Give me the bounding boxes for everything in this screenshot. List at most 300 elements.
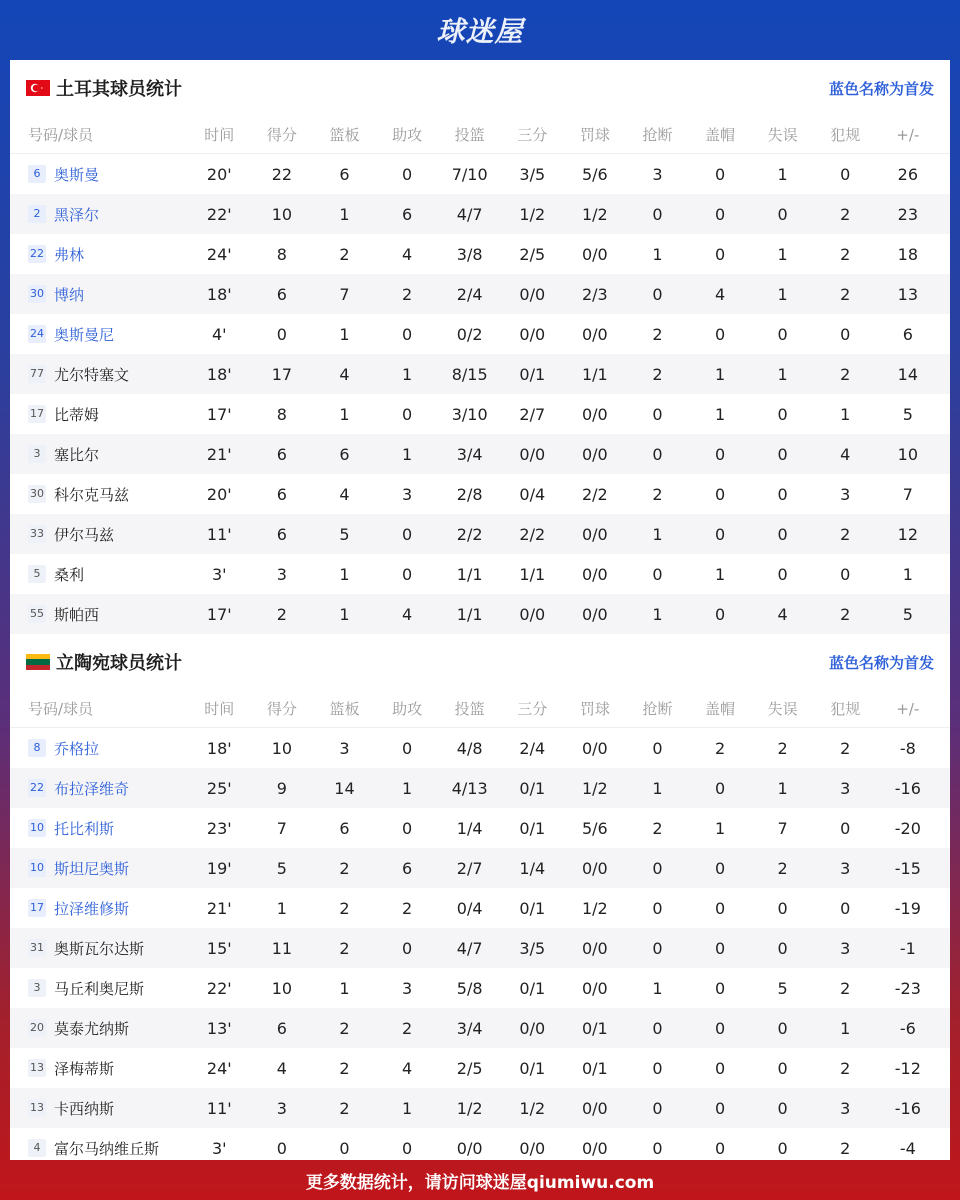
stat-cell: -23 (894, 978, 921, 998)
stat-cell: 2 (840, 978, 851, 998)
jersey-number: 13 (28, 1099, 46, 1117)
stat-cell: 0 (714, 938, 726, 958)
player-cell (10, 324, 188, 345)
stat-cell: 0/0 (519, 1018, 546, 1038)
stat-cell: 2 (652, 324, 663, 344)
stat-cell: 0/0 (581, 604, 608, 624)
stat-cell: 7 (339, 284, 350, 304)
player-name[interactable]: 斯帕西 (54, 605, 100, 624)
stat-cell: 0 (714, 164, 726, 184)
jersey-number: 17 (28, 899, 46, 917)
stat-cell: 4 (714, 284, 726, 304)
column-header: 助攻 (392, 700, 423, 718)
column-header: 失误 (767, 126, 798, 144)
player-name[interactable]: 斯坦尼奥斯 (54, 859, 130, 878)
stat-cell: 0 (652, 564, 663, 584)
player-cell (10, 818, 188, 839)
stat-cell: 15' (206, 938, 232, 958)
stat-cell: 0 (401, 938, 413, 958)
stat-cell: 1 (339, 204, 350, 224)
stat-cell: 22 (271, 164, 293, 184)
stat-cell: 11' (206, 524, 232, 544)
jersey-number: 3 (28, 445, 46, 463)
stat-cell: 0/0 (581, 404, 608, 424)
table-row[interactable] (10, 474, 950, 514)
stat-cell: 24' (206, 1058, 232, 1078)
stat-cell: 4/7 (456, 204, 483, 224)
stat-cell: 0 (401, 564, 413, 584)
player-name[interactable]: 拉泽维修斯 (54, 899, 130, 918)
stat-cell: 13 (897, 284, 918, 304)
stat-cell: 0 (777, 324, 788, 344)
stat-cell: 2 (840, 364, 851, 384)
stat-cell: 11 (271, 938, 293, 958)
stat-cell: 4 (777, 604, 788, 624)
player-cell (10, 778, 188, 799)
table-row[interactable] (10, 728, 950, 768)
stat-cell: 6 (401, 204, 413, 224)
table-row[interactable] (10, 314, 950, 354)
stat-cell: 3 (276, 564, 287, 584)
stat-cell: 2 (339, 244, 350, 264)
player-name[interactable]: 马丘利奥尼斯 (54, 979, 145, 998)
stat-cell: 2/2 (519, 524, 546, 544)
column-header: 时间 (204, 700, 235, 718)
table-row[interactable] (10, 434, 950, 474)
column-header: +/- (896, 699, 920, 718)
player-cell (10, 164, 188, 185)
stat-cell: 0 (401, 1138, 413, 1158)
stat-cell: 8/15 (451, 364, 488, 384)
stats-card (10, 60, 950, 1160)
stat-cell: 0 (652, 898, 663, 918)
stat-cell: 20' (206, 484, 232, 504)
stat-cell: 0 (840, 818, 851, 838)
stat-cell: 3 (840, 1098, 851, 1118)
table-row[interactable] (10, 808, 950, 848)
stat-cell: 7 (777, 818, 788, 838)
jersey-number: 30 (28, 485, 46, 503)
player-name[interactable]: 莫泰尤纳斯 (54, 1019, 130, 1038)
stat-cell: 2 (840, 524, 851, 544)
stat-cell: -8 (899, 738, 916, 758)
stat-cell: 4 (401, 1058, 413, 1078)
stat-cell: 2/7 (456, 858, 483, 878)
stat-cell: 2/5 (456, 1058, 483, 1078)
stat-cell: 4 (276, 1058, 287, 1078)
stat-cell: 3/4 (456, 444, 483, 464)
stat-cell: 6 (276, 1018, 287, 1038)
stat-cell: 6 (276, 484, 287, 504)
stat-cell: 6 (339, 818, 350, 838)
stat-cell: 0 (714, 204, 726, 224)
stat-cell: 1 (777, 364, 788, 384)
stat-cell: 5/6 (581, 164, 608, 184)
stat-cell: 0 (652, 738, 663, 758)
stat-cell: 2 (840, 604, 851, 624)
stat-cell: 0 (652, 1098, 663, 1118)
stat-cell: 0/4 (456, 898, 483, 918)
jersey-number: 4 (28, 1139, 46, 1157)
stat-cell: -20 (894, 818, 921, 838)
stat-cell: 0/0 (519, 444, 546, 464)
stat-cell: 0 (276, 324, 287, 344)
column-header: 号码/球员 (28, 126, 94, 144)
stat-cell: 22' (206, 978, 232, 998)
player-name[interactable]: 尤尔特塞文 (54, 365, 130, 384)
stat-cell: 3/8 (456, 244, 483, 264)
table-row[interactable] (10, 514, 950, 554)
stat-cell: 0/0 (519, 1138, 546, 1158)
stat-cell: 2 (339, 858, 350, 878)
team-section (10, 634, 950, 1168)
stat-cell: 21' (206, 444, 232, 464)
team-title: 土耳其球员统计 (56, 79, 182, 100)
stat-cell: 0 (714, 1018, 726, 1038)
stat-cell: 0/1 (519, 818, 546, 838)
stat-cell: 0 (652, 284, 663, 304)
stat-cell: 1 (339, 604, 350, 624)
column-header: 盖帽 (705, 700, 736, 718)
stat-cell: 0/1 (519, 978, 546, 998)
stat-cell: 1 (777, 778, 788, 798)
table-row[interactable] (10, 1048, 950, 1088)
stat-cell: 25' (206, 778, 232, 798)
column-header: 抢断 (642, 700, 673, 718)
stat-cell: 2 (339, 898, 350, 918)
stat-cell: 1/1 (519, 564, 546, 584)
stat-cell: -4 (899, 1138, 916, 1158)
player-name[interactable]: 奥斯曼尼 (54, 325, 115, 344)
stat-cell: 0 (652, 1138, 663, 1158)
stat-cell: 1/2 (581, 204, 608, 224)
stat-cell: 1 (840, 1018, 851, 1038)
stat-cell: 4/8 (456, 738, 483, 758)
jersey-number: 24 (28, 325, 46, 343)
stat-cell: 1/2 (456, 1098, 483, 1118)
player-cell (10, 858, 188, 879)
stat-cell: 0/0 (581, 858, 608, 878)
stat-cell: 0 (777, 938, 788, 958)
stat-cell: 7 (902, 484, 913, 504)
brand-logo-text: 球迷屋 (436, 15, 524, 48)
jersey-number: 33 (28, 525, 46, 543)
column-header: 罚球 (579, 700, 610, 718)
stat-cell: 1 (652, 778, 663, 798)
player-name[interactable]: 富尔马纳维丘斯 (54, 1139, 160, 1158)
stat-cell: 1 (714, 564, 726, 584)
column-header: 得分 (266, 126, 297, 144)
stat-cell: 0 (714, 1058, 726, 1078)
team-section (10, 60, 950, 634)
stat-cell: 1/2 (581, 778, 608, 798)
stat-cell: 3 (401, 484, 413, 504)
player-cell (10, 1058, 188, 1079)
column-header: 篮板 (329, 700, 360, 718)
jersey-number: 6 (28, 165, 46, 183)
stat-cell: 2/8 (456, 484, 483, 504)
stat-cell: 0 (840, 324, 851, 344)
stat-cell: 0 (777, 1058, 788, 1078)
table-row[interactable] (10, 968, 950, 1008)
stat-cell: 3 (652, 164, 663, 184)
stat-cell: 0 (652, 204, 663, 224)
stat-cell: 0/0 (581, 938, 608, 958)
stat-cell: 0/1 (581, 1018, 608, 1038)
stat-cell: 1 (902, 564, 913, 584)
team-sections (10, 60, 950, 1168)
stat-cell: 1 (401, 778, 413, 798)
player-name[interactable]: 布拉泽维奇 (54, 779, 130, 798)
stat-cell: 0 (714, 898, 726, 918)
stat-cell: 20' (206, 164, 232, 184)
player-name[interactable]: 塞比尔 (54, 445, 100, 464)
stat-cell: 3 (840, 858, 851, 878)
player-cell (10, 524, 188, 545)
stat-cell: 12 (897, 524, 918, 544)
stat-cell: 0 (777, 484, 788, 504)
stat-cell: 1 (339, 324, 350, 344)
stat-cell: 6 (276, 524, 287, 544)
player-name[interactable]: 黑泽尔 (54, 205, 100, 224)
stat-cell: 5/6 (581, 818, 608, 838)
stat-cell: 0/1 (519, 898, 546, 918)
player-name[interactable]: 博纳 (54, 285, 85, 304)
player-cell (10, 978, 188, 999)
stat-cell: 0 (652, 404, 663, 424)
stat-cell: 5 (339, 524, 350, 544)
table-row[interactable] (10, 354, 950, 394)
stat-cell: 0 (401, 818, 413, 838)
stat-cell: 18' (206, 738, 232, 758)
stat-cell: 0 (777, 1098, 788, 1118)
table-row[interactable] (10, 848, 950, 888)
starter-note: 蓝色名称为首发 (828, 653, 934, 672)
brand-logo (0, 0, 960, 60)
table-row[interactable] (10, 928, 950, 968)
player-name[interactable]: 弗林 (54, 245, 85, 264)
player-name[interactable]: 奥斯瓦尔达斯 (54, 939, 145, 958)
player-cell (10, 1098, 188, 1119)
column-header: 助攻 (392, 126, 423, 144)
stat-cell: 1 (714, 818, 726, 838)
stat-cell: 13' (206, 1018, 232, 1038)
stat-cell: 10 (271, 738, 293, 758)
stat-cell: 3' (212, 1138, 227, 1158)
stat-cell: 1 (276, 898, 287, 918)
player-name[interactable]: 乔格拉 (54, 739, 100, 758)
table-row[interactable] (10, 1088, 950, 1128)
stat-cell: 0 (401, 738, 413, 758)
stat-cell: 1 (401, 364, 413, 384)
team-title: 立陶宛球员统计 (56, 653, 182, 674)
stat-cell: 2 (276, 604, 287, 624)
stat-cell: -6 (899, 1018, 916, 1038)
stat-cell: 21' (206, 898, 232, 918)
column-header: 时间 (204, 126, 235, 144)
stat-cell: 0 (714, 444, 726, 464)
stat-cell: 7/10 (451, 164, 488, 184)
player-cell (10, 204, 188, 225)
column-header: 抢断 (642, 126, 673, 144)
stat-cell: 2 (401, 284, 413, 304)
stat-cell: 2 (840, 284, 851, 304)
stat-cell: 0/1 (519, 364, 546, 384)
stat-cell: 2 (840, 738, 851, 758)
player-name[interactable]: 伊尔马兹 (54, 525, 115, 544)
stat-cell: 23 (897, 204, 918, 224)
stat-cell: 1/4 (456, 818, 483, 838)
table-row[interactable] (10, 594, 950, 634)
table-row[interactable] (10, 554, 950, 594)
player-cell (10, 1138, 188, 1159)
stat-cell: 0 (339, 1138, 350, 1158)
player-cell (10, 444, 188, 465)
stat-cell: 0 (777, 524, 788, 544)
jersey-number: 22 (28, 245, 46, 263)
stat-cell: 3 (401, 978, 413, 998)
stat-cell: 1/2 (519, 204, 546, 224)
player-cell (10, 604, 188, 625)
stat-cell: 1 (777, 284, 788, 304)
table-row[interactable] (10, 154, 950, 194)
stat-cell: 14 (897, 364, 918, 384)
player-name[interactable]: 比蒂姆 (54, 405, 100, 424)
stat-cell: 0/0 (581, 738, 608, 758)
stat-cell: 0 (777, 564, 788, 584)
stat-cell: 2 (840, 244, 851, 264)
table-row[interactable] (10, 888, 950, 928)
stat-cell: 2 (652, 484, 663, 504)
stat-cell: 2 (339, 1018, 350, 1038)
stat-cell: 6 (339, 164, 350, 184)
stat-cell: 0/1 (519, 1058, 546, 1078)
stat-cell: 2/4 (519, 738, 546, 758)
stat-cell: -15 (894, 858, 921, 878)
stat-cell: 0 (714, 484, 726, 504)
stat-cell: 0 (652, 938, 663, 958)
stat-cell: 1 (652, 524, 663, 544)
column-header: 号码/球员 (28, 700, 94, 718)
stat-cell: 3 (840, 778, 851, 798)
stat-cell: 0 (652, 444, 663, 464)
turkey-flag-icon (26, 80, 50, 96)
jersey-number: 17 (28, 405, 46, 423)
player-cell (10, 938, 188, 959)
lithuania-flag-icon (26, 654, 50, 670)
stat-cell: 0 (714, 1098, 726, 1118)
stat-cell: 0 (714, 978, 726, 998)
column-header: 罚球 (579, 126, 610, 144)
stat-cell: 0 (714, 244, 726, 264)
stat-cell: 4 (840, 444, 851, 464)
stat-cell: 1/1 (456, 564, 483, 584)
stat-cell: 11' (206, 1098, 232, 1118)
stat-cell: 2/2 (456, 524, 483, 544)
player-name[interactable]: 奥斯曼 (54, 165, 100, 184)
stat-cell: 2/5 (519, 244, 546, 264)
player-cell (10, 284, 188, 305)
table-row[interactable] (10, 1008, 950, 1048)
player-cell (10, 564, 188, 585)
stat-cell: 2 (401, 898, 413, 918)
stat-cell: 0/1 (519, 778, 546, 798)
stat-cell: 17' (206, 604, 232, 624)
stat-cell: 6 (902, 324, 913, 344)
stat-cell: 18' (206, 284, 232, 304)
player-name[interactable]: 泽梅蒂斯 (54, 1059, 115, 1078)
stat-cell: -1 (899, 938, 916, 958)
stat-cell: 1/1 (581, 364, 608, 384)
stat-cell: 23' (206, 818, 232, 838)
stat-cell: 0 (777, 404, 788, 424)
stat-cell: 2 (840, 1138, 851, 1158)
stat-cell: 0 (401, 404, 413, 424)
stat-cell: 2 (840, 1058, 851, 1078)
player-cell (10, 738, 188, 759)
stat-cell: 5 (777, 978, 788, 998)
stat-cell: 1 (777, 164, 788, 184)
table-row[interactable] (10, 274, 950, 314)
player-cell (10, 898, 188, 919)
stat-cell: 2/3 (581, 284, 608, 304)
jersey-number: 10 (28, 819, 46, 837)
stat-cell: 2 (339, 938, 350, 958)
stat-cell: 0 (714, 604, 726, 624)
stat-cell: 0 (777, 898, 788, 918)
stat-cell: 1 (652, 978, 663, 998)
footer-text: 更多数据统计，请访问球迷屋qiumiwu.com (305, 1172, 655, 1193)
player-cell (10, 244, 188, 265)
stat-cell: 0/0 (581, 1138, 608, 1158)
table-row[interactable] (10, 768, 950, 808)
stat-cell: 1 (652, 604, 663, 624)
column-header: 投篮 (454, 126, 485, 144)
stat-cell: 19' (206, 858, 232, 878)
stat-cell: 18' (206, 364, 232, 384)
stat-cell: 0 (777, 444, 788, 464)
column-header: 得分 (266, 700, 297, 718)
stat-cell: 0 (276, 1138, 287, 1158)
table-row[interactable] (10, 234, 950, 274)
team-header (10, 634, 950, 690)
stat-cell: 2 (652, 818, 663, 838)
stat-cell: 10 (897, 444, 918, 464)
jersey-number: 10 (28, 859, 46, 877)
player-name[interactable]: 托比利斯 (54, 819, 115, 838)
jersey-number: 55 (28, 605, 46, 623)
jersey-number: 3 (28, 979, 46, 997)
column-header: 犯规 (830, 126, 861, 144)
table-row[interactable] (10, 394, 950, 434)
player-name[interactable]: 桑利 (54, 565, 85, 584)
player-name[interactable]: 科尔克马兹 (54, 485, 130, 504)
stat-cell: 4' (212, 324, 227, 344)
stat-cell: 1 (840, 404, 851, 424)
column-header: 三分 (517, 126, 548, 144)
stat-cell: 2 (840, 204, 851, 224)
table-row[interactable] (10, 194, 950, 234)
stat-cell: 0 (777, 1138, 788, 1158)
stat-cell: 4 (401, 604, 413, 624)
stat-cell: 1 (714, 404, 726, 424)
stat-cell: 1 (714, 364, 726, 384)
jersey-number: 8 (28, 739, 46, 757)
stat-cell: 3 (840, 484, 851, 504)
stat-cell: 0/0 (519, 284, 546, 304)
player-name[interactable]: 卡西纳斯 (54, 1099, 115, 1118)
column-header: 失误 (767, 700, 798, 718)
